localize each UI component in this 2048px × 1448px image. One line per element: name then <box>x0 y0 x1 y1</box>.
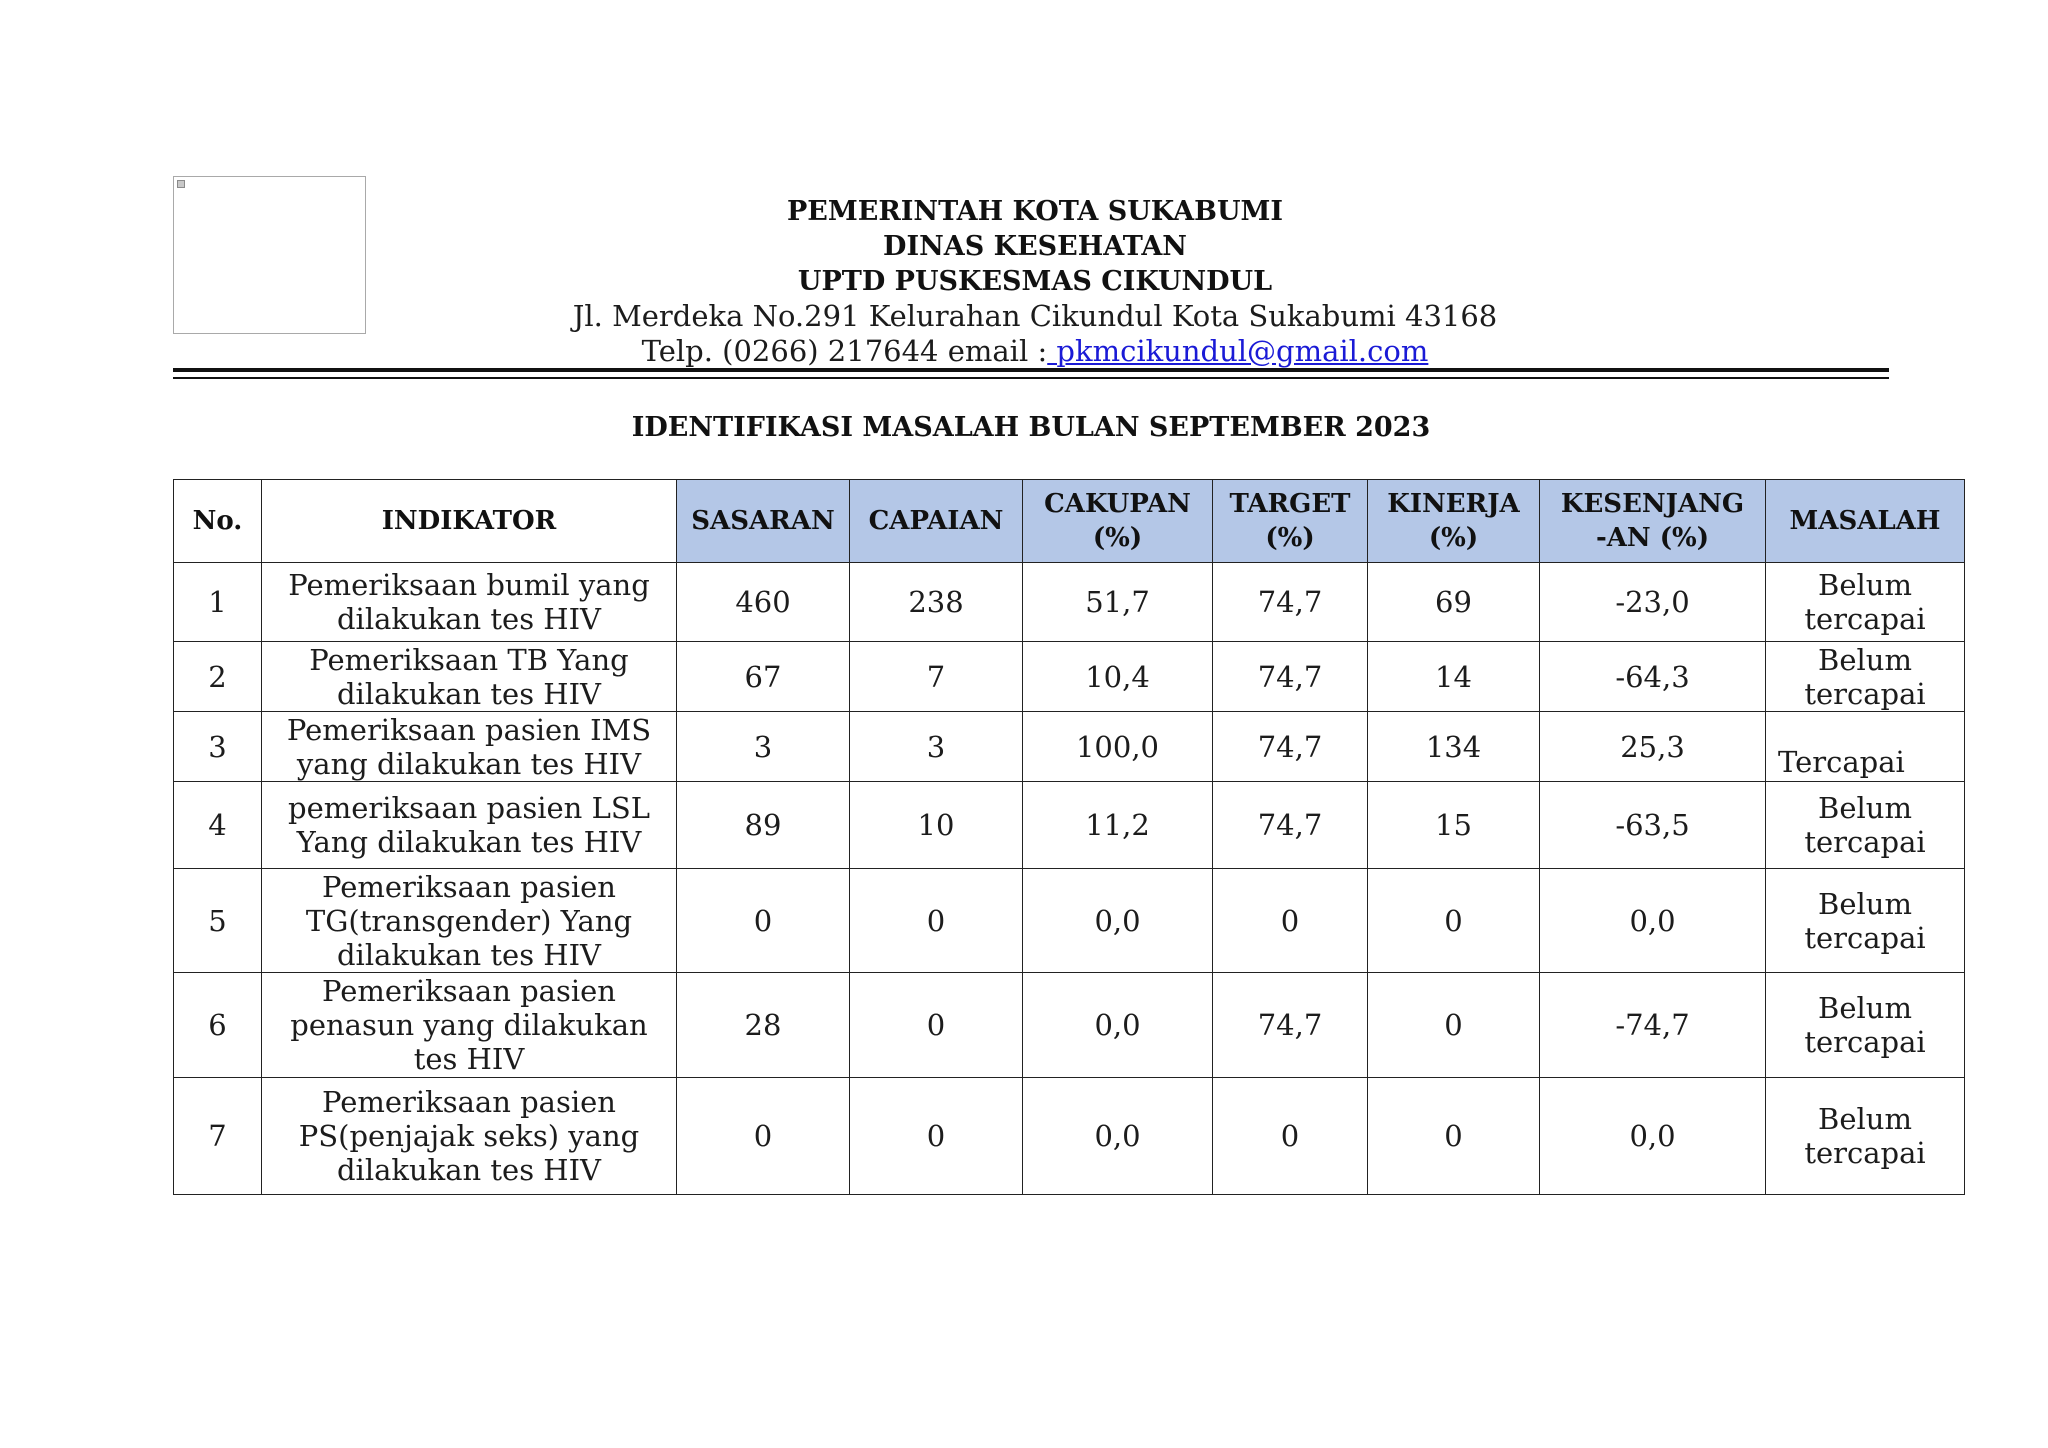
letterhead-government: PEMERINTAH KOTA SUKABUMI <box>786 196 1284 227</box>
cell-indikator <box>262 712 677 782</box>
cell-masalah <box>1766 1078 1965 1195</box>
cell-target: 74,7 <box>1213 563 1368 642</box>
header-cakupan-line1: CAKUPAN <box>1044 489 1191 519</box>
cell-kesenjangan: -74,7 <box>1540 973 1766 1078</box>
letterhead-address: Jl. Merdeka No.291 Kelurahan Cikundul Kota Sukabumi 43168 <box>572 299 1498 333</box>
indikator-line: dilakukan tes HIV <box>336 676 602 711</box>
masalah-line: Belum <box>1818 642 1912 677</box>
header-kesenjangan-line2: -AN (%) <box>1595 523 1710 553</box>
masalah-line: tercapai <box>1804 920 1926 955</box>
indikator-line: dilakukan tes HIV <box>336 1153 602 1187</box>
indikator-line: dilakukan tes HIV <box>336 937 602 972</box>
table-row <box>174 973 1965 1078</box>
cell-cakupan: 51,7 <box>1023 563 1213 642</box>
masalah-line: tercapai <box>1804 1025 1926 1059</box>
cell-kinerja: 14 <box>1368 642 1540 712</box>
cell-sasaran: 67 <box>677 642 850 712</box>
cell-kesenjangan: 0,0 <box>1540 1078 1766 1195</box>
masalah-line: Belum <box>1818 568 1912 602</box>
masalah-line: tercapai <box>1804 602 1926 636</box>
masalah-line: Belum <box>1818 1102 1912 1136</box>
cell-sasaran: 0 <box>677 869 850 973</box>
masalah-line: tercapai <box>1804 1136 1926 1170</box>
letterhead-contact <box>430 334 1640 369</box>
indikator-line: tes HIV <box>413 1042 525 1076</box>
indikator-line: Pemeriksaan pasien <box>322 974 616 1008</box>
cell-capaian: 238 <box>850 563 1023 642</box>
letterhead-rule-thin <box>173 377 1889 379</box>
cell-cakupan: 100,0 <box>1023 712 1213 782</box>
indikator-line: penasun yang dilakukan <box>290 1008 648 1042</box>
cell-masalah <box>1766 782 1965 869</box>
cell-target: 74,7 <box>1213 782 1368 869</box>
indikator-line: Yang dilakukan tes HIV <box>296 825 642 859</box>
indikator-line: TG(transgender) Yang <box>305 903 633 938</box>
cell-indikator <box>262 973 677 1078</box>
masalah-line: tercapai <box>1804 825 1926 859</box>
cell-masalah <box>1766 869 1965 973</box>
indikator-line: Pemeriksaan pasien IMS <box>286 712 652 747</box>
header-masalah: MASALAH <box>1766 480 1965 563</box>
header-sasaran: SASARAN <box>677 480 850 563</box>
logo-placeholder <box>173 176 366 334</box>
header-target-line2: (%) <box>1265 523 1315 553</box>
phone-label: Telp. (0266) 217644 email : <box>641 334 1048 368</box>
header-cakupan <box>1023 480 1213 563</box>
cell-no: 7 <box>174 1078 262 1195</box>
header-kinerja-line2: (%) <box>1428 523 1479 553</box>
cell-target: 0 <box>1213 869 1368 973</box>
indikator-line: PS(penjajak seks) yang <box>298 1119 640 1153</box>
letterhead <box>430 194 1640 369</box>
cell-capaian: 7 <box>850 642 1023 712</box>
cell-no: 2 <box>174 642 262 712</box>
indikator-line: Pemeriksaan pasien <box>322 869 616 904</box>
cell-indikator <box>262 563 677 642</box>
table-row <box>174 782 1965 869</box>
header-cakupan-line2: (%) <box>1092 523 1143 553</box>
cell-kinerja: 0 <box>1368 869 1540 973</box>
table-row <box>174 1078 1965 1195</box>
letterhead-department: DINAS KESEHATAN <box>883 231 1187 262</box>
cell-capaian: 3 <box>850 712 1023 782</box>
masalah-line: Belum <box>1818 791 1912 825</box>
cell-sasaran: 28 <box>677 973 850 1078</box>
cell-kinerja: 0 <box>1368 973 1540 1078</box>
cell-kesenjangan: 0,0 <box>1540 869 1766 973</box>
indikator-line: yang dilakukan tes HIV <box>296 746 642 781</box>
masalah-line: tercapai <box>1804 676 1926 711</box>
cell-no: 4 <box>174 782 262 869</box>
cell-no: 5 <box>174 869 262 973</box>
masalah-line: Tercapai <box>1778 745 1905 779</box>
cell-cakupan: 0,0 <box>1023 869 1213 973</box>
header-target-line1: TARGET <box>1229 489 1351 519</box>
indikator-line: Pemeriksaan TB Yang <box>309 642 629 677</box>
letterhead-rule-thick <box>173 368 1889 372</box>
cell-cakupan: 10,4 <box>1023 642 1213 712</box>
cell-sasaran: 89 <box>677 782 850 869</box>
indikator-line: pemeriksaan pasien LSL <box>288 791 650 825</box>
cell-indikator <box>262 869 677 973</box>
cell-cakupan: 0,0 <box>1023 1078 1213 1195</box>
letterhead-institution: UPTD PUSKESMAS CIKUNDUL <box>797 266 1273 297</box>
email-link[interactable]: pkmcikundul@gmail.com <box>1047 334 1429 368</box>
cell-target: 74,7 <box>1213 973 1368 1078</box>
cell-no: 1 <box>174 563 262 642</box>
header-target <box>1213 480 1368 563</box>
cell-kinerja: 69 <box>1368 563 1540 642</box>
cell-masalah <box>1766 973 1965 1078</box>
cell-kesenjangan: -64,3 <box>1540 642 1766 712</box>
cell-masalah <box>1766 712 1965 782</box>
cell-sasaran: 0 <box>677 1078 850 1195</box>
cell-kesenjangan: -63,5 <box>1540 782 1766 869</box>
header-indikator: INDIKATOR <box>262 480 677 563</box>
cell-masalah <box>1766 563 1965 642</box>
problem-identification-table <box>173 479 1965 1195</box>
indikator-line: Pemeriksaan bumil yang <box>288 568 650 602</box>
table-row <box>174 642 1965 712</box>
table-row <box>174 563 1965 642</box>
header-kinerja <box>1368 480 1540 563</box>
cell-target: 74,7 <box>1213 642 1368 712</box>
cell-kinerja: 15 <box>1368 782 1540 869</box>
indikator-line: dilakukan tes HIV <box>336 602 602 636</box>
cell-masalah <box>1766 642 1965 712</box>
indikator-line: Pemeriksaan pasien <box>322 1085 616 1119</box>
cell-capaian: 0 <box>850 1078 1023 1195</box>
cell-capaian: 0 <box>850 869 1023 973</box>
cell-no: 6 <box>174 973 262 1078</box>
table-row <box>174 712 1965 782</box>
cell-capaian: 0 <box>850 973 1023 1078</box>
cell-kesenjangan: 25,3 <box>1540 712 1766 782</box>
masalah-line: Belum <box>1818 886 1912 921</box>
masalah-line: Belum <box>1818 991 1912 1025</box>
header-kinerja-line1: KINERJA <box>1387 489 1520 519</box>
header-kesenjangan-line1: KESENJANG <box>1560 489 1745 519</box>
document-title: IDENTIFIKASI MASALAH BULAN SEPTEMBER 2023 <box>631 412 1431 443</box>
cell-sasaran: 3 <box>677 712 850 782</box>
cell-kesenjangan: -23,0 <box>1540 563 1766 642</box>
header-kesenjangan <box>1540 480 1766 563</box>
cell-capaian: 10 <box>850 782 1023 869</box>
cell-sasaran: 460 <box>677 563 850 642</box>
cell-kinerja: 0 <box>1368 1078 1540 1195</box>
cell-cakupan: 0,0 <box>1023 973 1213 1078</box>
cell-target: 74,7 <box>1213 712 1368 782</box>
table-row <box>174 869 1965 973</box>
cell-indikator <box>262 782 677 869</box>
cell-indikator <box>262 1078 677 1195</box>
cell-indikator <box>262 642 677 712</box>
cell-kinerja: 134 <box>1368 712 1540 782</box>
cell-target: 0 <box>1213 1078 1368 1195</box>
table-header-row <box>174 480 1965 563</box>
broken-image-icon <box>177 180 185 188</box>
header-capaian: CAPAIAN <box>850 480 1023 563</box>
header-no: No. <box>174 480 262 563</box>
cell-no: 3 <box>174 712 262 782</box>
cell-cakupan: 11,2 <box>1023 782 1213 869</box>
